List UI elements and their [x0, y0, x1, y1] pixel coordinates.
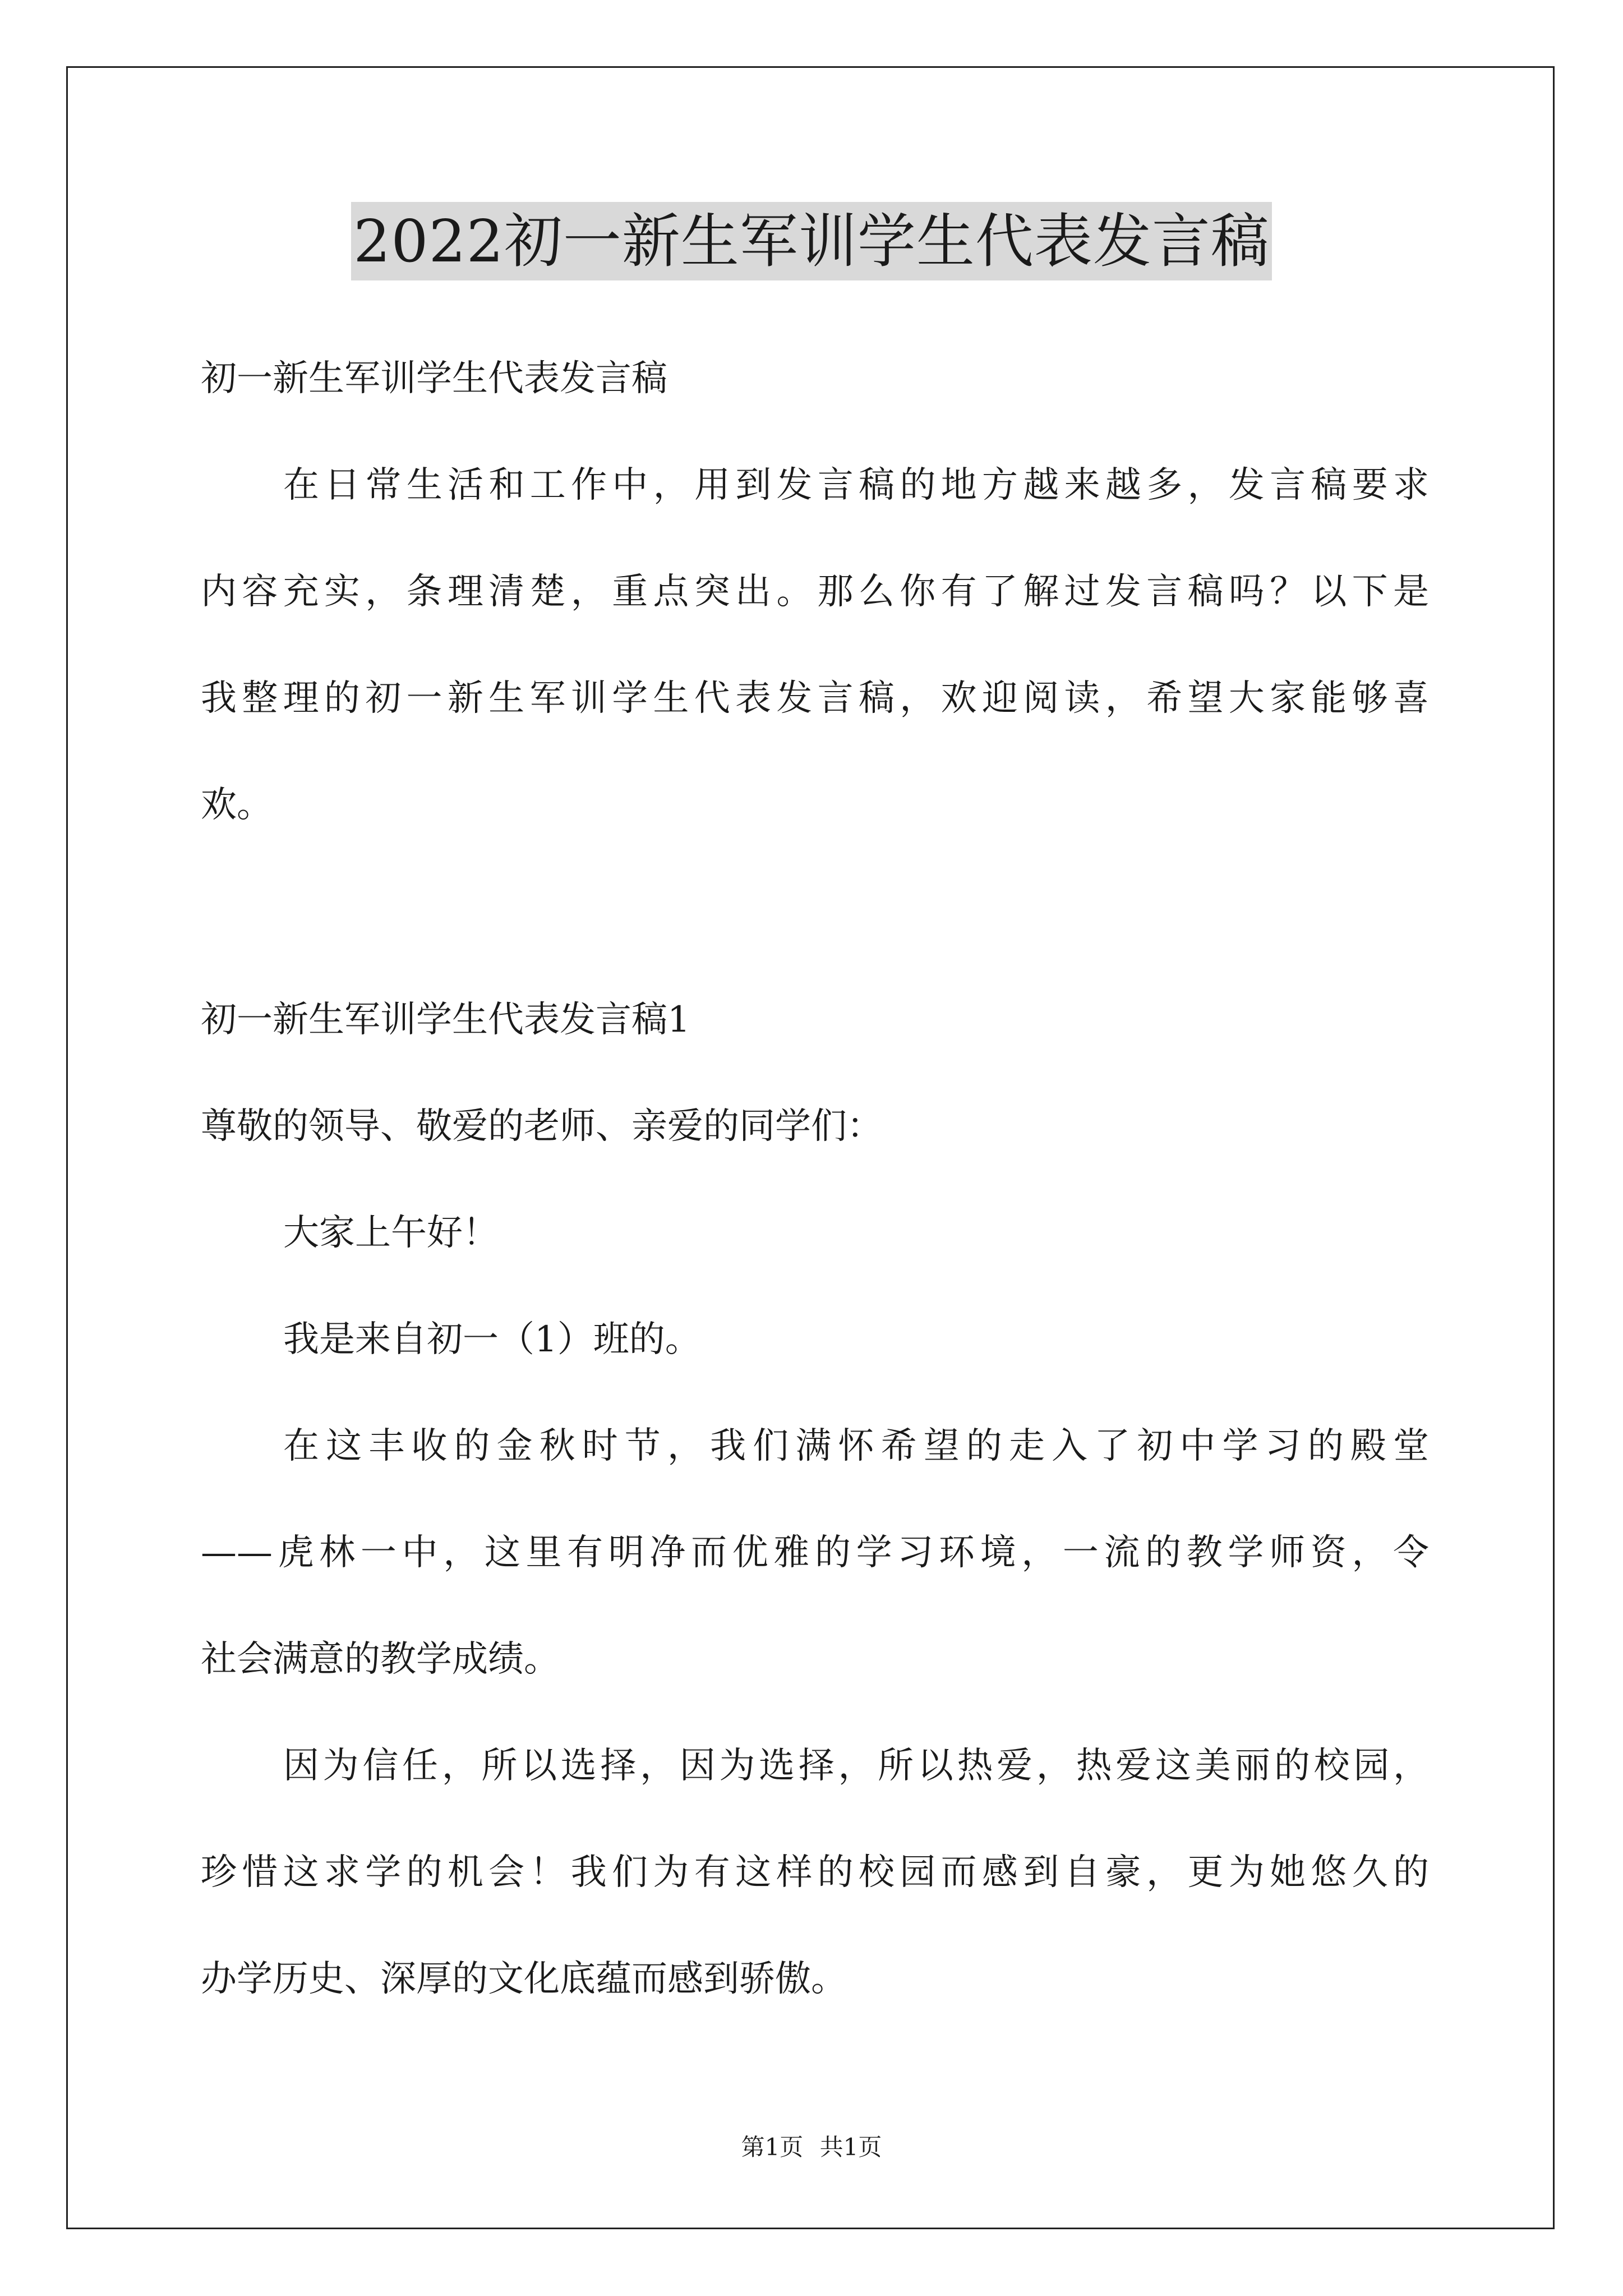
salutation: 尊敬的领导、敬爱的老师、亲爱的同学们：: [201, 1106, 883, 1147]
greeting: 大家上午好！: [283, 1212, 499, 1254]
intro-line-2: 内容充实，条理清楚，重点突出。那么你有了解过发言稿吗？以下是: [201, 571, 1429, 613]
self-intro: 我是来自初一（1）班的。: [283, 1319, 701, 1360]
para1-line-1: 在这丰收的金秋时节，我们满怀希望的走入了初中学习的殿堂: [283, 1425, 1429, 1467]
intro-line-3: 我整理的初一新生军训学生代表发言稿，欢迎阅读，希望大家能够喜: [201, 678, 1429, 719]
para1-line-2: ——虎林一中，这里有明净而优雅的学习环境，一流的教学师资，令: [201, 1532, 1429, 1573]
page-number: 第1页: [741, 2133, 804, 2161]
section-title: 初一新生军训学生代表发言稿1: [201, 999, 690, 1041]
para2-line-1: 因为信任，所以选择，因为选择，所以热爱，热爱这美丽的校园，: [283, 1745, 1429, 1787]
title-container: [0, 202, 1623, 280]
page-total: 共1页: [819, 2133, 882, 2161]
para2-line-2: 珍惜这求学的机会！我们为有这样的校园而感到自豪，更为她悠久的: [201, 1852, 1429, 1893]
document-title: 2022初一新生军训学生代表发言稿: [351, 202, 1272, 280]
page-footer: [0, 2132, 1623, 2163]
document-subtitle: 初一新生军训学生代表发言稿: [201, 358, 667, 399]
para1-line-3: 社会满意的教学成绩。: [201, 1639, 560, 1680]
intro-line-1: 在日常生活和工作中，用到发言稿的地方越来越多，发言稿要求: [283, 464, 1429, 506]
intro-line-4: 欢。: [201, 784, 273, 826]
para2-line-3: 办学历史、深厚的文化底蕴而感到骄傲。: [201, 1958, 847, 2000]
